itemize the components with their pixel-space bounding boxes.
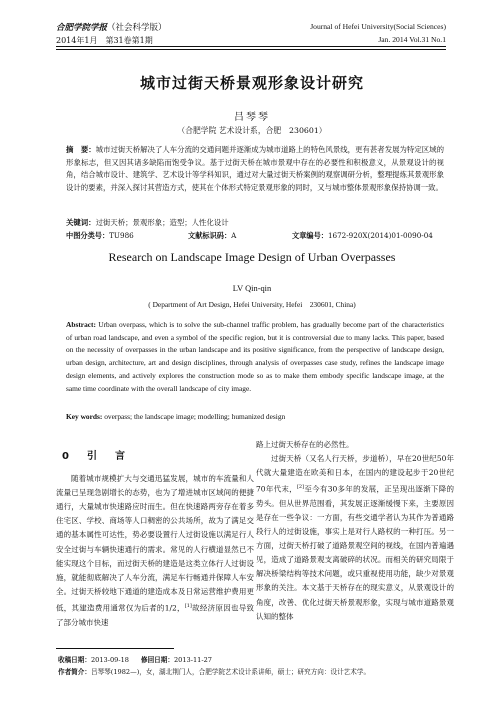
citation-ref: [1] xyxy=(184,602,192,609)
clc-label: 中图分类号： xyxy=(66,231,110,240)
header-rule xyxy=(56,46,446,47)
body-column-right xyxy=(256,438,454,624)
body-paragraph xyxy=(256,452,454,624)
issue-info-cn: 2014年1月 第31卷第1期 xyxy=(56,36,153,45)
document-code xyxy=(188,231,237,241)
art-value: 1672-920X(2014)01-0090-04 xyxy=(327,231,433,240)
paper-title-cn: 城市过街天桥景观形象设计研究 xyxy=(139,74,364,92)
author-name-cn: 吕琴琴 xyxy=(234,112,270,123)
journal-title-cn: 合肥学院学报 xyxy=(56,23,108,33)
revised-date: 2013-11-27 xyxy=(173,656,212,664)
revised-label: 修回日期： xyxy=(141,656,174,664)
section-heading: 0 引 言 xyxy=(62,451,129,462)
citation-ref: [2] xyxy=(296,484,305,491)
body-text-continued: 至今有30多年的发展，正呈现出逐渐下降的势头。但从世界范围看，其发展正逐渐缓慢下来，主要原因是存在一些争议：一方面，有些交通学者认为其作为普通路段行人的过街设施，事实上是对行人路权的一种打压。另一方面，过街天桥打破了道路景观空间的视线，在国内普遍遇见，造成了道路景观支离破碎的状况。而相关的研究局限于解决桥梁结构等技术问题，或只重视使用功能，缺少对景观形象的关注。本文基于天桥存在的现实意义，从景观设计的角度，改善、优化过街天桥景观形象，实现与城市道路景观认知的整体 xyxy=(256,484,454,621)
abstract-label-en: Abstract: xyxy=(66,320,96,329)
footnote-dates xyxy=(58,654,446,664)
affiliation-cn: （合肥学院 艺术设计系，合肥 230601） xyxy=(177,126,327,135)
abstract-label-cn: 摘 要： xyxy=(66,145,96,154)
author-name-en: LV Qin-qin xyxy=(232,284,272,293)
abstract-cn xyxy=(66,144,444,194)
footnote-rule xyxy=(56,648,174,649)
keywords-label-en: Key words: xyxy=(66,412,103,421)
abstract-en xyxy=(66,319,444,395)
keywords-text-cn: 过街天桥；景观形象；造型；人性化设计 xyxy=(95,218,229,227)
abstract-text-cn: 城市过街天桥解决了人车分流的交通问题并逐渐成为城市道路上的特色风景线，更有甚者发展为特定区域的形象标志，但又因其诸多缺陷而饱受争议。基于过街天桥在城市景观中存在的必要性和积极意义，从景观设计的视角，结合城市设计、建筑学、艺术设计等学科知识，通过对大量过街天桥案例的观察调研分析，整理提炼其景观形象设计的要素，并深入探讨其营造方式，使其在个体形式特定景观形象的同时，又与城市整体景观形象保持协调一致。 xyxy=(66,145,444,192)
journal-name-en: Journal of Hefei University(Social Sciences) xyxy=(310,22,446,31)
received-label: 收稿日期： xyxy=(58,656,91,664)
issue-info-en: Jan. 2014 Vol.31 No.1 xyxy=(378,35,446,44)
body-text: 随着城市规模扩大与交通迅猛发展，城市的车流量和人流量已呈现急剧增长的态势，也为了增进城市区域间的便捷通行，大量城市快速路应时而生。但在快速路两旁存在着多住宅区、学校、商场等人口稠密的公共场所，故为了满足交通的基本属性可达性，势必要设置行人过街设施以满足行人安全过街与车辆快速通行的需求。常见的人行横道显然已不能实现这个目标，而过街天桥的建造是这类立体行人过街设施，就能彻底解决了人车分流，满足车行畅通并保障人车安全。过街天桥较地下通道的建造成本及日常运营维护费用更低，其建造费用通常仅为后者的1/2， xyxy=(56,474,254,613)
body-text: 过街天桥（又名人行天桥，步道桥），早在20世纪50年代就大量建造在欧美和日本，在国内的建设起步于20世纪70年代末， xyxy=(256,454,454,494)
article-number xyxy=(292,231,433,241)
keywords-label-cn: 关键词： xyxy=(66,218,96,227)
body-paragraph xyxy=(56,472,254,630)
doc-value: A xyxy=(231,231,237,240)
doc-label: 文献标识码： xyxy=(188,231,232,240)
author-bio-label: 作者简介： xyxy=(58,668,91,676)
keywords-cn xyxy=(66,217,444,228)
header-rule-thin xyxy=(56,49,446,50)
received-date: 2013-09-18 xyxy=(90,656,129,664)
clc-number xyxy=(66,231,134,241)
affiliation-en: ( Department of Art Design, Hefei University, Hefei 230601, China) xyxy=(148,300,356,309)
abstract-text-en: Urban overpass, which is to solve the sub-channel traffic problem, has gradually become part of the characteristics of urban road landscape, and even a symbol of the specific region, but it is controversial due to many lacks. This paper, based on the necessity of overpasses in the urban landscape and its positive significance, from the perspective of landscape design, urban design, architecture, art and design disciplines, through analysis of overpasses case study, refines the landscape image design elements, and actively explores the construction mode so as to make them embody specific landscape image, at the same time coordinate with the overall landscape of city image. xyxy=(66,320,444,393)
body-paragraph-continued: 路上过街天桥存在的必然性。 xyxy=(256,440,354,449)
keywords-text-en: overpass; the landscape image; modelling; humanized design xyxy=(102,412,286,421)
journal-name-cn xyxy=(56,21,167,33)
body-column-left xyxy=(56,438,254,630)
body-text-tail: 故经济原因也导致了部分城市快速 xyxy=(56,603,254,627)
keywords-en xyxy=(66,412,444,421)
author-bio: 吕琴琴(1982—)，女，湖北荆门人，合肥学院艺术设计系讲师，硕士；研究方向：设计艺术学。 xyxy=(90,668,371,676)
paper-title-en: Research on Landscape Image Design of Urban Overpasses xyxy=(108,250,396,264)
art-label: 文章编号： xyxy=(292,231,328,240)
clc-value: TU986 xyxy=(109,231,134,240)
journal-edition-cn: （社会科学版） xyxy=(107,23,167,33)
footnote-author xyxy=(58,666,446,676)
